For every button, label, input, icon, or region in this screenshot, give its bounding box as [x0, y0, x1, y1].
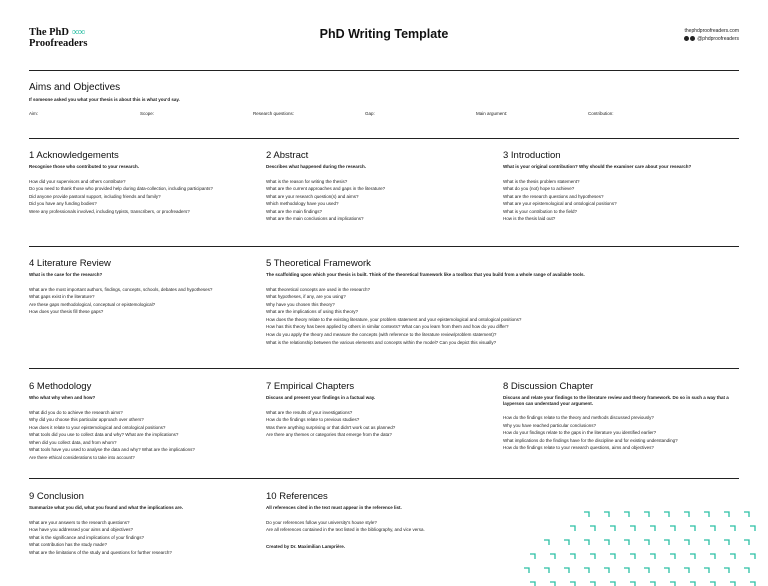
tick-mark: [584, 568, 589, 573]
tick-mark: [650, 526, 655, 531]
list-item: How do the findings relate to previous studies?: [266, 417, 360, 423]
section-references: [266, 491, 425, 549]
tick-mark: [604, 512, 609, 517]
list-item: Why have you chosen this theory?: [266, 301, 335, 307]
aims-subtitle: If someone asked you what your thesis is about this is what you'd say.: [29, 97, 180, 102]
list-item: Was there anything surprising or that didn't work out as planned?: [266, 424, 396, 430]
research-questions-field[interactable]: Research questions:: [253, 111, 295, 116]
tick-mark: [564, 568, 569, 573]
tick-mark: [730, 526, 735, 531]
tick-mark: [544, 540, 549, 545]
tick-mark: [564, 540, 569, 545]
list-item: What contribution has the study made?: [29, 542, 108, 548]
tick-mark: [664, 568, 669, 573]
divider: [29, 70, 739, 71]
section-subtitle: Who what why when and how?: [29, 395, 96, 400]
section-subtitle: What is your original contribution? Why should the examiner care about your research?: [503, 164, 692, 169]
tick-mark: [724, 568, 729, 573]
tick-mark: [744, 512, 749, 517]
tick-mark: [624, 568, 629, 573]
section-title: 10 References: [266, 491, 328, 502]
tick-mark: [550, 554, 555, 559]
tick-mark: [710, 554, 715, 559]
tick-mark: [664, 512, 669, 517]
section-abstract: [266, 150, 385, 223]
tick-mark: [624, 512, 629, 517]
list-item: What are the implications of using this theory?: [266, 309, 359, 315]
section-introduction: [503, 150, 691, 223]
facebook-icon[interactable]: [684, 36, 689, 41]
list-item: What are the main findings?: [266, 208, 323, 214]
tick-mark: [610, 554, 615, 559]
section-title: 4 Literature Review: [29, 258, 111, 269]
tick-mark: [584, 540, 589, 545]
list-item: What is the thesis problem statement?: [503, 178, 580, 184]
tick-mark: [724, 540, 729, 545]
section-title: 7 Empirical Chapters: [266, 381, 355, 392]
list-item: What are the main conclusions and implications?: [266, 216, 364, 222]
list-item: How does your thesis fill these gaps?: [29, 309, 104, 315]
tick-mark: [644, 568, 649, 573]
list-item: How do the findings relate to the theory and methods discussed previously?: [503, 415, 654, 420]
list-item: Were any professionals involved, including typists, transcribers, or proofreaders?: [29, 208, 190, 214]
list-item: How do you apply the theory and measure the concepts (with reference to the literature review/problem statement)?: [266, 332, 497, 338]
list-item: What are your research question(s) and aims?: [266, 193, 359, 199]
tick-mark: [550, 582, 555, 586]
section-methodology: [29, 381, 195, 462]
tick-mark: [704, 568, 709, 573]
list-item: What is the reason for writing the thesis?: [266, 178, 348, 184]
section-subtitle: Discuss and relate your findings to the literature review and theory framework. Do so in such a way that a layperson can understand your argument.: [503, 395, 729, 406]
tick-mark: [670, 526, 675, 531]
section-subtitle: What is the case for the research?: [29, 272, 103, 277]
list-item: What implications do the findings have for the discipline and for existing understanding?: [503, 437, 678, 443]
tick-mark: [744, 568, 749, 573]
divider: [29, 138, 739, 139]
list-item: How is the thesis laid out?: [503, 216, 556, 222]
tick-mark: [650, 582, 655, 586]
list-item: What are the limitations of the study and questions for further research?: [29, 549, 172, 555]
section-discussion-chapter: [503, 381, 739, 452]
tick-mark: [590, 582, 595, 586]
list-item: What do you (not) hope to achieve?: [503, 186, 575, 192]
tick-mark: [750, 582, 755, 586]
tick-mark: [610, 582, 615, 586]
tick-mark: [570, 526, 575, 531]
tick-mark: [690, 582, 695, 586]
section-subtitle: Describes what happened during the research.: [266, 164, 367, 169]
tick-mark: [684, 568, 689, 573]
social-block: [683, 27, 739, 43]
list-item: How have you addressed your aims and objectives?: [29, 527, 134, 533]
tick-mark: [690, 554, 695, 559]
list-item: How has this theory has been applied by others in similar contexts? What can you learn from them and how do you differ?: [266, 324, 509, 330]
list-item: Did anyone provide pastoral support, including friends and family?: [29, 193, 161, 199]
section-title: 8 Discussion Chapter: [503, 381, 594, 392]
list-item: What are your answers to the research questions?: [29, 519, 130, 525]
tick-mark: [724, 512, 729, 517]
section-subtitle: Summarize what you did, what you found and what the implications are.: [29, 505, 184, 510]
list-item: What are your epistemological and ontological positions?: [503, 201, 617, 207]
author-credit: Created by Dr. Maximilian Lamprière.: [266, 543, 346, 549]
list-item: Are all references contained in the text listed in the bibliography, and vice versa.: [266, 527, 425, 533]
tick-mark: [664, 540, 669, 545]
tick-mark: [684, 540, 689, 545]
section-title: 3 Introduction: [503, 150, 561, 161]
logo-line2: Proofreaders: [29, 38, 88, 49]
tick-mark: [750, 554, 755, 559]
section-subtitle: Discuss and present your findings in a factual way.: [266, 395, 376, 400]
section-conclusion: [29, 491, 183, 556]
tick-mark: [524, 568, 529, 573]
tick-mark: [604, 568, 609, 573]
section-theoretical-framework: [266, 258, 585, 346]
tick-mark: [670, 582, 675, 586]
tick-mark: [650, 554, 655, 559]
aims-title: Aims and Objectives: [29, 82, 121, 93]
divider: [29, 368, 739, 369]
tick-mark: [744, 540, 749, 545]
tick-mark: [644, 512, 649, 517]
logo-line1: The PhD: [29, 27, 69, 38]
list-item: Which methodology have you used?: [266, 201, 339, 207]
list-item: What hypotheses, if any, are you using?: [266, 294, 346, 300]
section-title: 9 Conclusion: [29, 491, 84, 502]
list-item: Did you have any funding bodies?: [29, 201, 97, 207]
section-acknowledgements: [29, 150, 213, 215]
list-item: What theoretical concepts are used in the research?: [266, 286, 371, 292]
tick-mark: [704, 540, 709, 545]
section-empirical-chapters: [266, 381, 395, 439]
list-item: What are the results of your investigations?: [266, 409, 353, 415]
twitter-icon[interactable]: [690, 36, 695, 41]
list-item: Do your references follow your university's house style?: [266, 519, 377, 525]
list-item: What are the research questions and hypotheses?: [503, 193, 604, 199]
list-item: Are these gaps methodological, conceptual or epistemological?: [29, 301, 156, 307]
section-subtitle: Recognise those who contributed to your research.: [29, 164, 140, 169]
social-handle[interactable]: @phdproofreaders: [697, 36, 739, 42]
list-item: What did you do to achieve the research aims?: [29, 409, 123, 415]
section-literature-review: [29, 258, 212, 316]
section-title: 5 Theoretical Framework: [266, 258, 371, 269]
list-item: What tools did you use to collect data and why? What are the implications?: [29, 432, 179, 438]
list-item: How do your findings relate to the gaps in the literature you identified earlier?: [503, 430, 657, 436]
list-item: What is your contribution to the field?: [503, 208, 578, 214]
list-item: What gaps exist in the literature?: [29, 294, 95, 300]
list-item: How did your supervisors and others contribute?: [29, 178, 126, 184]
list-item: Why did you choose this particular approach over others?: [29, 417, 144, 423]
list-item: When did you collect data, and from whom?: [29, 439, 117, 445]
tick-mark: [750, 526, 755, 531]
aim-field[interactable]: Aim:: [29, 111, 38, 116]
list-item: Why you have reached particular conclusions?: [503, 422, 597, 428]
tick-mark: [684, 512, 689, 517]
list-item: What is the significance and implications of your findings?: [29, 534, 145, 540]
tick-mark: [570, 582, 575, 586]
list-item: How does the theory relate to the existing literature, your problem statement and your epistemological and ontological positions?: [266, 316, 522, 322]
divider: [29, 246, 739, 247]
list-item: What are the current approaches and gaps in the literature?: [266, 186, 386, 192]
tick-mark: [610, 526, 615, 531]
list-item: What is the relationship between the various elements and concepts within the model? Can you depict this visually?: [266, 339, 497, 345]
list-item: What tools have you used to analyse the data and why? What are the implications?: [29, 447, 195, 453]
list-item: What are the most important authors, findings, concepts, schools, debates and hypotheses?: [29, 286, 213, 292]
tick-mark: [570, 554, 575, 559]
divider: [29, 478, 739, 479]
tick-mark: [644, 540, 649, 545]
tick-mark: [604, 540, 609, 545]
section-title: 2 Abstract: [266, 150, 309, 161]
list-item: Are there any themes or categories that emerge from the data?: [266, 432, 392, 438]
tick-mark: [710, 582, 715, 586]
list-item: How do the findings relate to your research questions, aims and objectives?: [503, 445, 654, 451]
main-argument-field[interactable]: Main argument:: [476, 111, 508, 116]
tick-mark: [630, 526, 635, 531]
tick-mark: [704, 512, 709, 517]
page-title: PhD Writing Template: [319, 27, 449, 41]
glasses-icon: ∞∞: [71, 27, 85, 38]
section-subtitle: The scaffolding upon which your thesis is built. Think of the theoretical framework like a toolbox that you build from a whole range of available tools.: [266, 272, 585, 277]
scope-field[interactable]: Scope:: [140, 111, 155, 116]
tick-mark: [710, 526, 715, 531]
tick-mark: [730, 582, 735, 586]
tick-mark: [584, 512, 589, 517]
tick-mark: [624, 540, 629, 545]
tick-mark: [630, 582, 635, 586]
section-title: 6 Methodology: [29, 381, 92, 392]
tick-mark: [670, 554, 675, 559]
list-item: How does it relate to your epistemological and ontological positions?: [29, 424, 166, 430]
tick-mark: [730, 554, 735, 559]
tick-mark: [630, 554, 635, 559]
list-item: Do you need to thank those who provided help during data-collection, including participants?: [29, 186, 213, 192]
tick-mark: [530, 554, 535, 559]
contribution-field[interactable]: Contribution:: [588, 111, 614, 116]
list-item: Are there ethical considerations to take into account?: [29, 455, 135, 461]
tick-mark: [590, 526, 595, 531]
tick-mark: [590, 554, 595, 559]
website-link[interactable]: thephdproofreaders.com: [684, 28, 739, 34]
section-subtitle: All references cited in the text must appear in the reference list.: [266, 505, 402, 510]
tick-mark: [530, 582, 535, 586]
gap-field[interactable]: Gap:: [365, 111, 375, 116]
tick-mark: [690, 526, 695, 531]
section-title: 1 Acknowledgements: [29, 150, 119, 161]
tick-mark: [544, 568, 549, 573]
decorative-pattern: [500, 500, 768, 586]
